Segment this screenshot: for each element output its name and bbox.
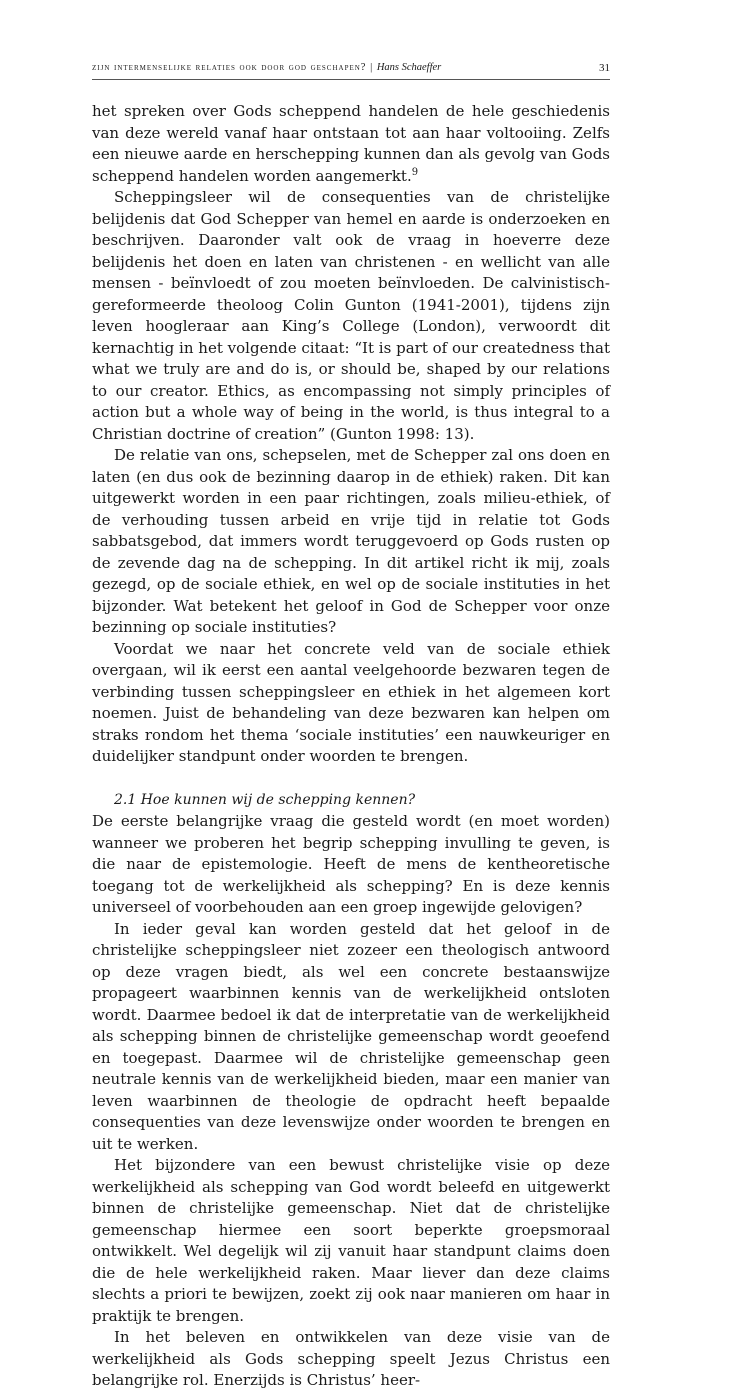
running-header [92,62,610,78]
paragraph: Voordat we naar het concrete veld van de sociale ethiek overgaan, wil ik eerst een aantal veelgehoorde bezwaren tegen de verbinding tussen scheppingsleer en ethiek in het algemeen kort noemen. Juist de behandeling van deze bezwaren kan helpen om straks rondom het thema ‘sociale instituties’ een nauwkeuriger en duidelijker standpunt onder woorden te brengen. [92,639,610,765]
running-title: zijn intermenselijke relaties ook door god geschapen? | Hans Schaeffer [92,62,442,73]
page-number: 31 [599,62,610,74]
running-author: Hans Schaeffer [376,62,442,73]
footnote-marker[interactable]: 9 [411,166,419,178]
section-heading: 2.1 Hoe kunnen wij de schepping kennen? [114,791,416,808]
section-paragraph: De eerste belangrijke vraag die gesteld wordt (en moet worden) wanneer we proberen het begrip schepping invulling te geven, is die naar de epistemologie. Heeft de mens de kentheoretische toegang tot de werkelijkheid als schepping? En is deze kennis universeel of voorbehouden aan een groep ingewijde gelovigen? [92,812,610,916]
paragraph: De relatie van ons, schepselen, met de Schepper zal ons doen en laten (en dus ook de bezinning daarop in de ethiek) raken. Dit kan uitgewerkt worden in een paar richtingen, zoals milieu-ethiek, of de verhouding tussen arbeid en vrije tijd in relatie tot Gods sabbatsgebod, dat immers wordt teruggevoerd op Gods rusten op de zevende dag na de schepping. In dit artikel richt ik mij, zoals gezegd, op de sociale ethiek, en wel op de sociale instituties in het bijzonder. Wat betekent het geloof in God de Schepper voor onze bezinning op sociale instituties? [92,446,610,636]
section-paragraph: In ieder geval kan worden gesteld dat het geloof in de christelijke scheppingsleer niet zozeer een theologisch antwoord op deze vragen biedt, als wel een concrete bestaanswijze propageert waarbinnen kennis van de werkelijkheid ontsloten wordt. Daarmee bedoel ik dat de interpretatie van de werkelijkheid als schepping binnen de christelijke gemeenschap wordt geoefend en toegepast. Daarmee wil de christelijke gemeenschap geen neutrale kennis van de werkelijkheid bieden, maar een manier van leven waarbinnen de theologie de opdracht heeft bepaalde consequenties van deze levenswijze onder woorden te brengen en uit te werken. [92,919,610,1153]
paragraph-continuation: het spreken over Gods scheppend handelen de hele geschiedenis van deze wereld vanaf haar ontstaan tot aan haar voltooiing. Zelfs een nieuwe aarde en herschepping kunnen dan als gevolg van Gods scheppend handelen worden aangemerkt.$^9$ [92,102,610,185]
paragraph: Scheppingsleer wil de consequenties van de christelijke belijdenis dat God Schepper van hemel en aarde is onderzoeken en beschrijven. Daaronder valt ook de vraag in hoeverre deze belijdenis het doen en laten van christenen - en wellicht van alle mensen - beïnvloedt of zou moeten beïnvloeden. De calvinistisch-gereformeerde theoloog Colin Gunton (1941-2001), tijdens zijn leven hoogleraar aan King’s College (London), verwoordt dit kernachtig in het volgende citaat: “It is part of our createdness that what we truly are and do is, or should be, shaped by our relations to our creator. Ethics, as encompassing not simply principles of action but a whole way of being in the world, is thus integral to a Christian doctrine of creation” (Gunton 1998: 13). [92,188,610,443]
header-rule [92,79,610,80]
section-gap [92,768,610,790]
body-text [92,101,610,1392]
section-paragraph: Het bijzondere van een bewust christelijke visie op deze werkelijkheid als schepping van God wordt beleefd en uitgewerkt binnen de christelijke gemeenschap. Niet dat de christelijke gemeenschap hiermee een soort beperkte groepsmoraal ontwikkelt. Wel degelijk wil zij vanuit haar standpunt claims doen die de hele werkelijkheid raken. Maar liever dan deze claims slechts a priori te bewijzen, zoekt zij ook naar manieren om haar in praktijk te brengen. [92,1156,610,1325]
section-paragraph: In het beleven en ontwikkelen van deze visie van de werkelijkheid als Gods schepping speelt Jezus Christus een belangrijke rol. Enerzijds is Christus’ heer- [92,1328,610,1389]
